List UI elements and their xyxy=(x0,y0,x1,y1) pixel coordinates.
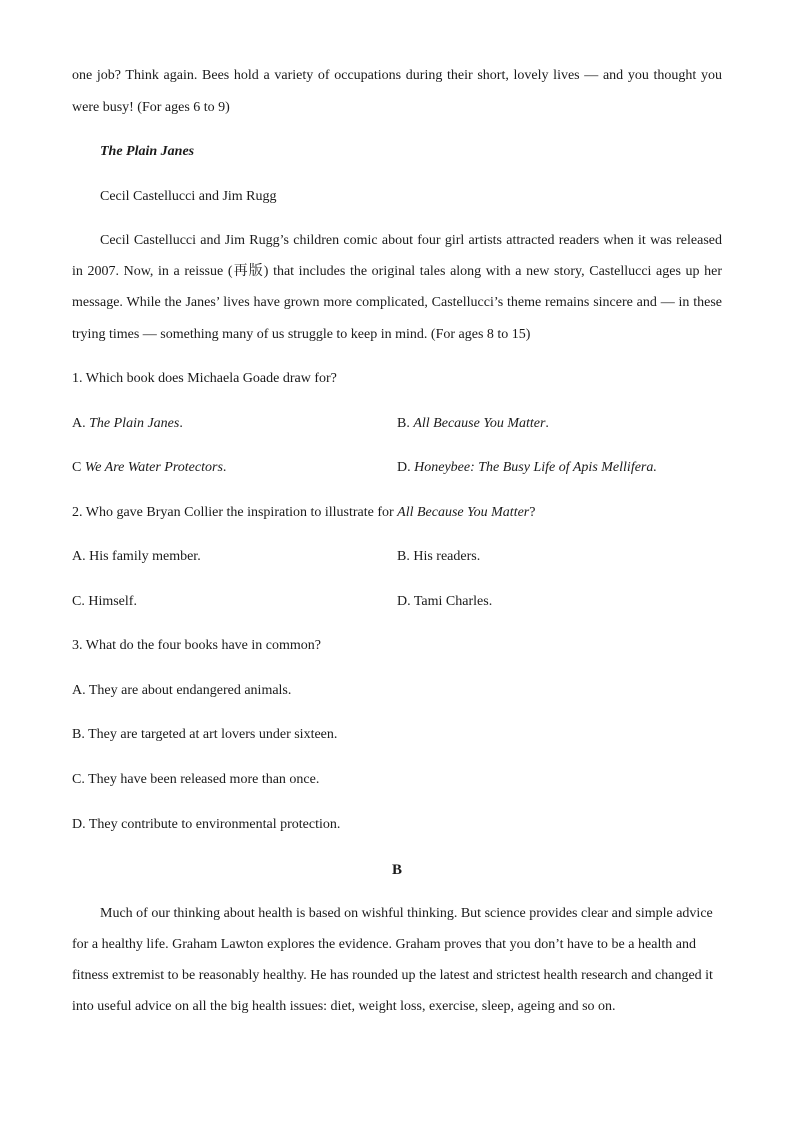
option-end: . xyxy=(222,460,227,475)
option-letter: D. xyxy=(397,460,411,475)
question-2-option-d: D. Tami Charles. xyxy=(397,594,493,609)
option-title: Honeybee: The Busy Life of Apis Mellifera. xyxy=(414,460,657,475)
book-authors: Cecil Castellucci and Jim Rugg xyxy=(100,189,277,204)
option-end: . xyxy=(545,416,549,431)
option-title: The Plain Janes xyxy=(89,416,180,431)
option-title: We Are Water Protectors xyxy=(84,460,223,475)
option-end: . xyxy=(179,416,183,431)
book-desc-line-2: in 2007. Now, in a reissue (再版) that includes the original tales along with a new story, Castellucci ages up her xyxy=(72,264,722,279)
question-3-stem: 3. What do the four books have in common? xyxy=(72,638,321,653)
intro-line-1: one job? Think again. Bees hold a variety of occupations during their short, lovely lives — and you thought you xyxy=(72,68,722,83)
question-2-option-a: A. His family member. xyxy=(72,549,201,564)
question-1-option-b xyxy=(397,415,549,433)
question-3-option-c: C. They have been released more than once. xyxy=(72,772,320,787)
option-letter: B. xyxy=(397,416,410,431)
question-1-option-d xyxy=(397,459,657,477)
stem-end: ? xyxy=(529,505,536,520)
question-1-stem: 1. Which book does Michaela Goade draw for? xyxy=(72,371,337,386)
question-2-stem xyxy=(72,504,535,522)
question-3-option-d: D. They contribute to environmental protection. xyxy=(72,817,341,832)
intro-line-2: were busy! (For ages 6 to 9) xyxy=(72,100,230,115)
section-b-line-3: fitness extremist to be reasonably healthy. He has rounded up the latest and strictest health research and changed it xyxy=(72,968,713,983)
book-desc-line-1: Cecil Castellucci and Jim Rugg’s children comic about four girl artists attracted readers when it was released xyxy=(100,233,722,248)
book-desc-line-4: trying times — something many of us struggle to keep in mind. (For ages 8 to 15) xyxy=(72,327,531,342)
option-title: All Because You Matter xyxy=(413,416,546,431)
book-title-plain-janes: The Plain Janes xyxy=(100,144,195,159)
stem-title: All Because You Matter xyxy=(397,505,530,520)
question-3-option-b: B. They are targeted at art lovers under sixteen. xyxy=(72,727,338,742)
option-letter: A. xyxy=(72,416,86,431)
question-2-option-c: C. Himself. xyxy=(72,594,137,609)
section-b-line-2: for a healthy life. Graham Lawton explores the evidence. Graham proves that you don’t have to be a health and xyxy=(72,937,696,952)
section-b-line-1: Much of our thinking about health is based on wishful thinking. But science provides clear and simple advice xyxy=(100,906,713,921)
question-3-option-a: A. They are about endangered animals. xyxy=(72,683,292,698)
section-b-line-4: into useful advice on all the big health issues: diet, weight loss, exercise, sleep, ageing and so on. xyxy=(72,999,616,1014)
question-1-option-c xyxy=(72,459,226,477)
option-letter: C xyxy=(72,460,82,475)
question-1-option-a xyxy=(72,415,183,433)
question-2-option-b: B. His readers. xyxy=(397,549,481,564)
book-desc-line-3: message. While the Janes’ lives have grown more complicated, Castellucci’s theme remains sincere and — in these xyxy=(72,295,722,310)
section-b-heading: B xyxy=(391,862,402,878)
stem-text: 2. Who gave Bryan Collier the inspiration to illustrate for xyxy=(72,505,398,520)
